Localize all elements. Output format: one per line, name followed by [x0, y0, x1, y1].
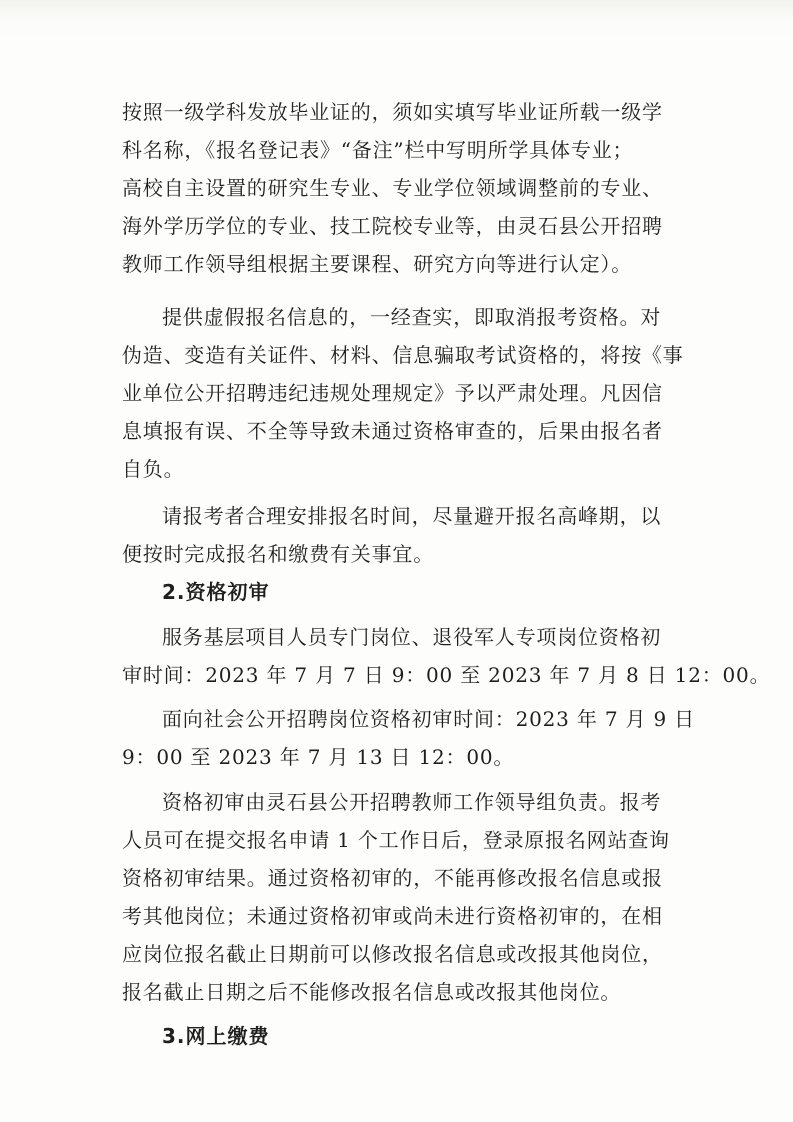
- paragraph-line: 科名称，《报名登记表》“备注”栏中写明所学具体专业；: [122, 138, 634, 162]
- paragraph-line: 请报考者合理安排报名时间，尽量避开报名高峰期，以: [162, 504, 662, 528]
- section-heading: 3.网上缴费: [162, 1024, 270, 1048]
- paragraph-line: 高校自主设置的研究生专业、专业学位领域调整前的专业、: [122, 176, 663, 200]
- paragraph-line: 教师工作领导组根据主要课程、研究方向等进行认定）。: [122, 252, 632, 276]
- paragraph-line: 9：00 至 2023 年 7 月 13 日 12：00。: [122, 745, 515, 769]
- paragraph-line: 伪造、变造有关证件、材料、信息骗取考试资格的，将按《事: [122, 343, 684, 367]
- paragraph-line: 按照一级学科发放毕业证的，须如实填写毕业证所载一级学: [122, 100, 663, 124]
- paragraph-line: 审时间：2023 年 7 月 7 日 9：00 至 2023 年 7 月 8 日 12：00。: [122, 663, 771, 687]
- paragraph-line: 息填报有误、不全等导致未通过资格审查的，后果由报名者: [122, 419, 663, 443]
- paragraph-line: 资格初审由灵石县公开招聘教师工作领导组负责。报考: [162, 790, 662, 814]
- paragraph-line: 考其他岗位；未通过资格初审或尚未进行资格初审的，在相: [122, 904, 663, 928]
- paragraph-line: 服务基层项目人员专门岗位、退役军人专项岗位资格初: [162, 625, 662, 649]
- paragraph-line: 应岗位报名截止日期前可以修改报名信息或改报其他岗位，: [122, 942, 663, 966]
- paragraph-line: 业单位公开招聘违纪违规处理规定》予以严肃处理。凡因信: [122, 381, 663, 405]
- paragraph-line: 提供虚假报名信息的，一经查实，即取消报考资格。对: [162, 305, 662, 329]
- paragraph-line: 自负。: [122, 457, 185, 481]
- paragraph-line: 报名截止日期之后不能修改报名信息或改报其他岗位。: [122, 980, 622, 1004]
- paragraph-line: 人员可在提交报名申请 1 个工作日后，登录原报名网站查询: [122, 828, 670, 852]
- paragraph-line: 海外学历学位的专业、技工院校专业等，由灵石县公开招聘: [122, 214, 663, 238]
- paragraph-line: 资格初审结果。通过资格初审的，不能再修改报名信息或报: [122, 866, 663, 890]
- section-heading: 2.资格初审: [162, 580, 270, 604]
- scan-top-shadow: [0, 0, 793, 24]
- paragraph-line: 便按时完成报名和缴费有关事宜。: [122, 542, 434, 566]
- paragraph-line: 面向社会公开招聘岗位资格初审时间：2023 年 7 月 9 日: [162, 707, 695, 731]
